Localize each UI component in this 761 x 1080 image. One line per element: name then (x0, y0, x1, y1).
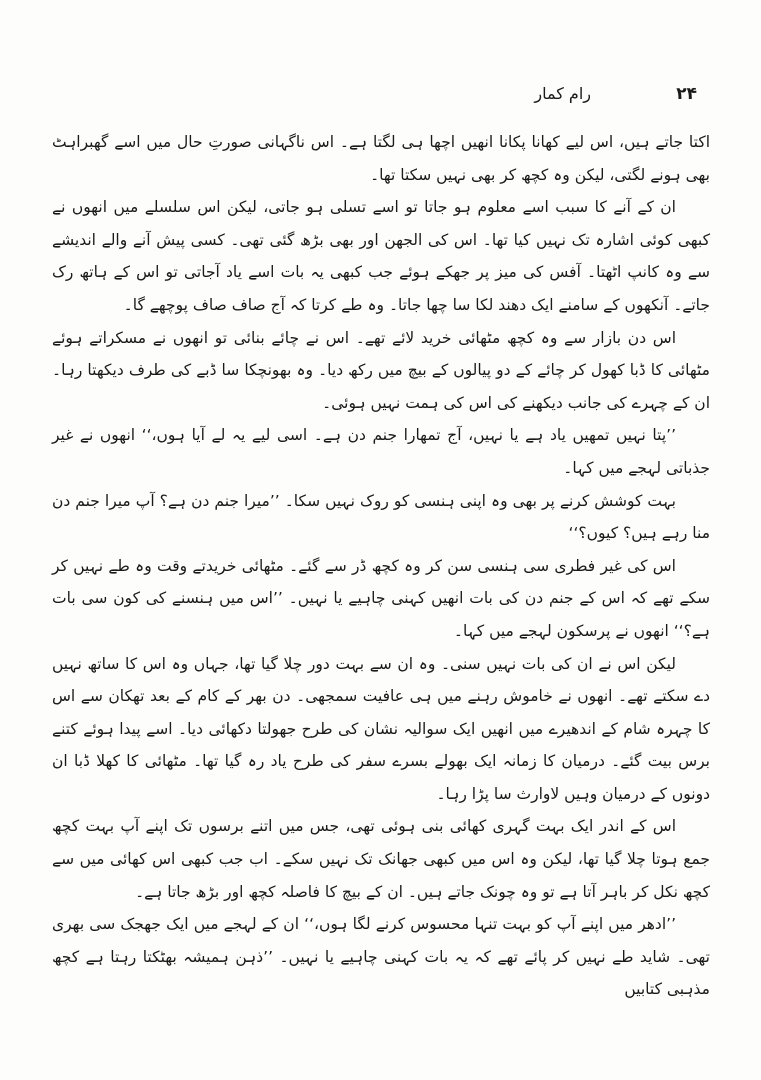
paragraph: ’’پتا نہیں تمھیں یاد ہے یا نہیں، آج تمھارا جنم دن ہے۔ اسی لیے یہ لے آیا ہوں،‘‘ انھوں نے غیر جذباتی لہجے میں کہا۔ (52, 426, 710, 477)
paragraph: اکتا جاتے ہیں، اس لیے کھانا پکانا انھیں اچھا ہی لگتا ہے۔ اس ناگہانی صورتِ حال میں اسے گھبراہٹ بھی ہونے لگتی، لیکن وہ کچھ کر بھی نہیں سکتا تھا۔ (52, 133, 710, 184)
paragraph: بہت کوشش کرنے پر بھی وہ اپنی ہنسی کو روک نہیں سکا۔ ’’میرا جنم دن ہے؟ آپ میرا جنم دن منا رہے ہیں؟ کیوں؟‘‘ (52, 491, 710, 543)
paragraph: اس کی غیر فطری سی ہنسی سن کر وہ کچھ ڈر سے گئے۔ مٹھائی خریدتے وقت وہ طے نہیں کر سکے تھے کہ اس کے جنم دن کی بات انھیں کہنی چاہیے یا نہیں۔ ’’اس میں ہنسنے کی کون سی بات ہے؟‘‘ انھوں نے پرسکون لہجے میں کہا۔ (52, 556, 710, 640)
body-text (52, 126, 710, 1006)
page-header (0, 80, 761, 108)
paragraph: لیکن اس نے ان کی بات نہیں سنی۔ وہ ان سے بہت دور چلا گیا تھا، جہاں وہ اس کا ساتھ نہیں دے سکتے تھے۔ انھوں نے خاموش رہنے میں ہی عافیت سمجھی۔ دن بھر کے کام کے بعد تھکان سے اس کا چہرہ شام کے اندھیرے میں انھیں ایک سوالیہ نشان کی طرح جھولتا دکھائی دیا۔ اسے پیدا ہوئے کتنے برس بیت گئے۔ درمیان کا زمانہ ایک بھولے بسرے سفر کی طرح یاد رہ گیا تھا۔ مٹھائی کا کھلا ڈبا ان دونوں کے درمیان وہیں لاوارث سا پڑا رہا۔ (52, 654, 710, 803)
paragraph: ان کے آنے کا سبب اسے معلوم ہو جاتا تو اسے تسلی ہو جاتی، لیکن اس سلسلے میں انھوں نے کبھی کوئی اشارہ تک نہیں کیا تھا۔ اس کی الجھن اور بھی بڑھ گئی تھی۔ کسی پیش آنے والے اندیشے سے وہ کانپ اٹھتا۔ آفس کی میز پر جھکے ہوئے جب کبھی یہ بات اسے یاد آجاتی تو اس کے ہاتھ رک جاتے۔ آنکھوں کے سامنے ایک دھند لکا سا چھا جاتا۔ وہ طے کرتا کہ آج صاف صاف پوچھے گا۔ (52, 198, 710, 314)
paragraph: اس کے اندر ایک بہت گہری کھائی بنی ہوئی تھی، جس میں اتنے برسوں تک اپنے آپ بہت کچھ جمع ہوتا چلا گیا تھا، لیکن وہ اس میں کبھی جھانک تک نہیں سکے۔ اب جب کبھی اس کھائی میں سے کچھ نکل کر باہر آتا ہے تو وہ چونک جاتے ہیں۔ ان کے بیچ کا فاصلہ کچھ اور بڑھ جاتا ہے۔ (52, 817, 710, 901)
running-head: رام کمار (534, 84, 591, 103)
paragraph: ’’ادھر میں اپنے آپ کو بہت تنہا محسوس کرنے لگا ہوں،‘‘ ان کے لہجے میں ایک جھجک سی بھری تھی۔ شاید طے نہیں کر پائے تھے کہ یہ بات کہنی چاہیے یا نہیں۔ ’’ذہن ہمیشہ بھٹکتا رہتا ہے کچھ مذہبی کتابیں (52, 915, 710, 999)
paragraph: اس دن بازار سے وہ کچھ مٹھائی خرید لائے تھے۔ اس نے چائے بنائی تو انھوں نے مسکراتے ہوئے مٹھائی کا ڈبا کھول کر چائے کے دو پیالوں کے بیچ میں رکھ دیا۔ وہ بھونچکا سا ڈبے کی طرف دیکھتا رہا۔ ان کے چہرے کی جانب دیکھنے کی اس کی ہمت نہیں ہوئی۔ (52, 328, 710, 412)
page-number: ۲۴ (676, 84, 697, 104)
